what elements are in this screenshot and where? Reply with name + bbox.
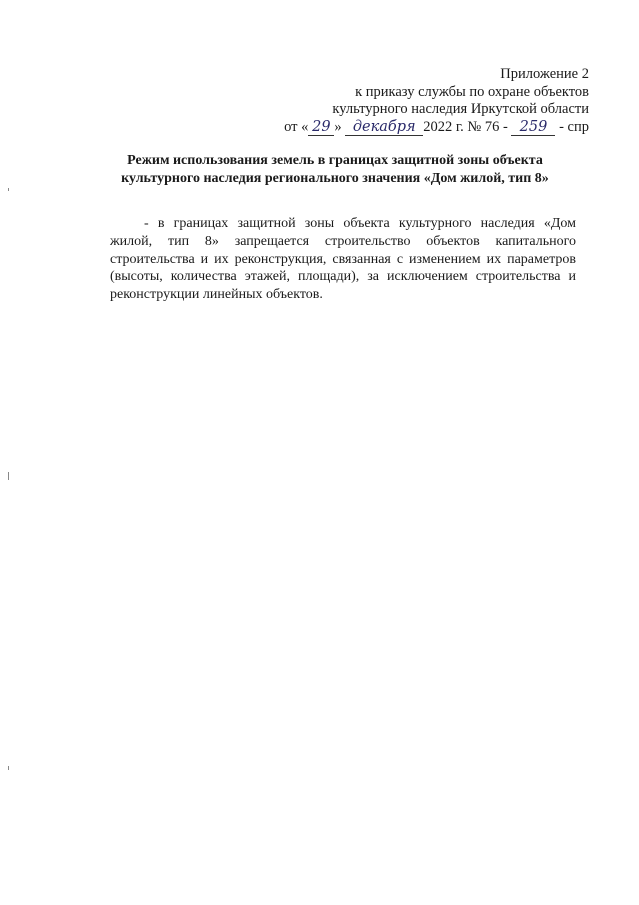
scan-artifact — [8, 472, 9, 480]
order-reference-line: к приказу службы по охране объектов — [355, 83, 589, 100]
handwritten-day: 29 — [308, 120, 334, 136]
scan-artifact — [8, 188, 9, 191]
handwritten-order-number: 259 — [511, 120, 555, 136]
appendix-header — [229, 66, 589, 136]
scan-artifact — [8, 766, 9, 770]
order-date-line — [229, 119, 589, 137]
date-year-and-number: 2022 г. № 76 - — [423, 118, 508, 135]
handwritten-month: декабря — [345, 120, 423, 136]
date-close-quote: » — [334, 118, 342, 135]
document-title — [95, 152, 575, 187]
title-line-2: культурного наследия регионального значения «Дом жилой, тип 8» — [121, 170, 549, 186]
title-line-1: Режим использования земель в границах защитной зоны объекта — [127, 153, 543, 168]
authority-name-line: культурного наследия Иркутской области — [332, 101, 589, 117]
appendix-number: Приложение 2 — [500, 66, 589, 82]
date-prefix: от « — [284, 118, 309, 135]
regulation-paragraph: - в границах защитной зоны объекта культурного наследия «Дом жилой, тип 8» запрещается строительство объектов капитального строительства и их реконструкция, связанная с изменением их параметров (высоты, количества этажей, площади), за исключением строительства и реконструкции линейных объектов. — [110, 216, 576, 303]
order-suffix: - спр — [559, 118, 589, 135]
